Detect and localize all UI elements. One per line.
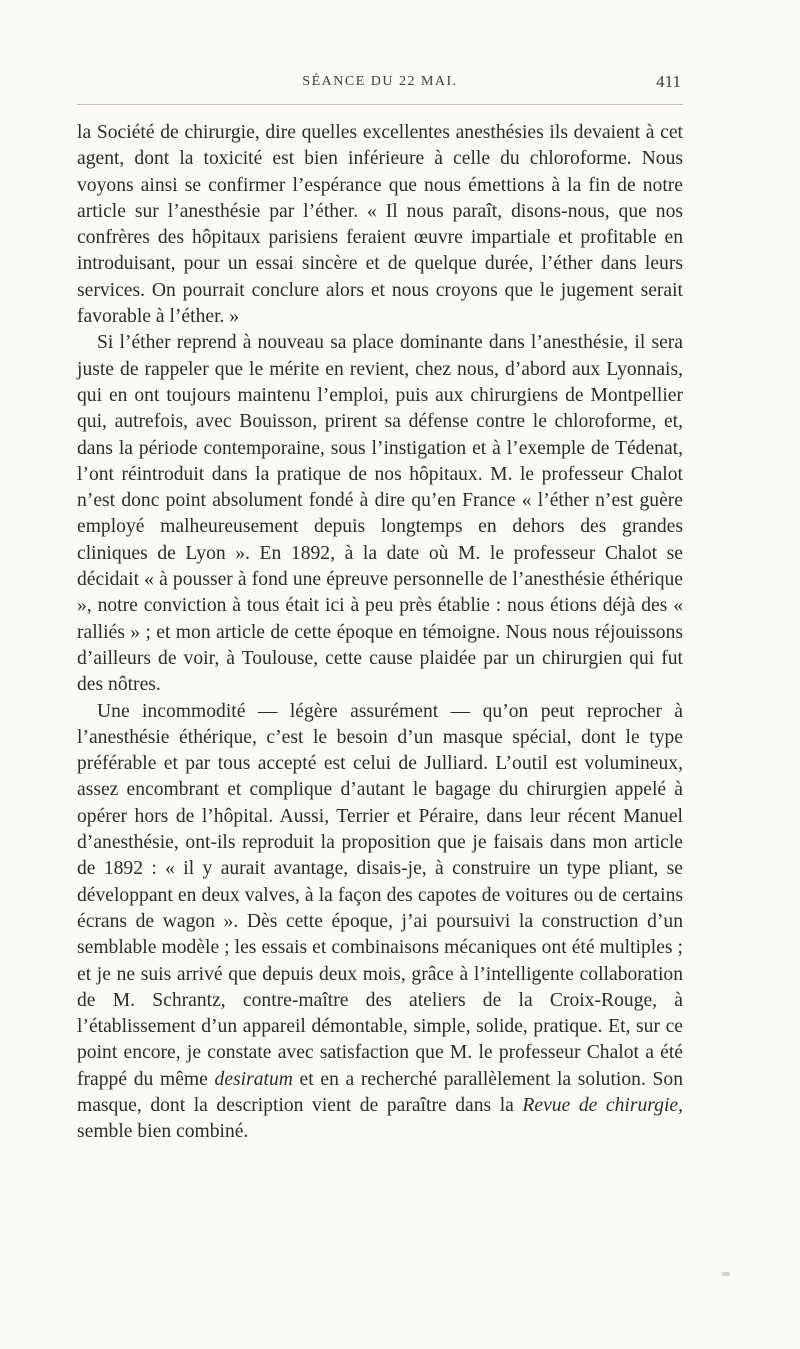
- italic-term-desiratum: desiratum: [214, 1068, 293, 1090]
- header-rule: [77, 104, 683, 105]
- paragraph-2-text: Si l’éther reprend à nouveau sa place dominante dans l’anesthésie, il sera juste de rappeler que le mérite en revient, chez nous, d’abord aux Lyonnais, qui en ont toujours maintenu l’emploi, puis aux chirurgiens de Montpellier qui, autrefois, avec Bouisson, prirent sa défense contre le chloroforme, et, dans la période contemporaine, sous l’instigation et à l’exemple de Tédenat, l’ont réintroduit dans la pratique de nos hôpitaux. M. le professeur Chalot n’est donc point absolument fondé à dire qu’en France « l’éther n’est guère employé malheureusement depuis longtemps en dehors des grandes cliniques de Lyon ». En 1892, à la date où M. le professeur Chalot se décidait « à pousser à fond une épreuve personnelle de l’anesthésie éthérique », notre conviction à tous était ici à peu près établie : nous étions déjà des « ralliés » ; et mon article de cette époque en témoigne. Nous nous réjouissons d’ailleurs de voir, à Toulouse, cette cause plaidée par un chirurgien qui fut des nôtres.: [77, 332, 683, 696]
- paragraph-3-text-a: Une incommodité — légère assurément — qu’on peut reprocher à l’anesthésie éthérique, c’est le besoin d’un masque spécial, dont le type préférable et par tous accepté est celui de Julliard. L’outil est volumineux, assez encombrant et complique d’autant le bagage du chirurgien appelé à opérer hors de l’hôpital. Aussi, Terrier et Péraire, dans leur récent Manuel d’anesthésie, ont-ils reproduit la proposition que je faisais dans mon article de 1892 : « il y aurait avantage, disais-je, à construire un type pliant, se développant en deux valves, à la façon des capotes de voitures ou de certains écrans de wagon ». Dès cette époque, j’ai poursuivi la construction d’un semblable modèle ; les essais et combinaisons mécaniques ont été multiples ; et je ne suis arrivé que depuis deux mois, grâce à l’intelligente collaboration de M. Schrantz, contre-maître des ateliers de la Croix-Rouge, à l’établissement d’un appareil démontable, simple, solide, pratique. Et, sur ce point encore, je constate avec satisfaction que M. le professeur Chalot a été frappé du même: [77, 700, 683, 1090]
- paragraph-1-text: la Société de chirurgie, dire quelles excellentes anesthésies ils devaient à cet agent, dont la toxicité est bien inférieure à celle du chloroforme. Nous voyons ainsi se confirmer l’espérance que nous émettions à la fin de notre article sur l’anesthésie par l’éther. « Il nous paraît, disons-nous, que nos confrères des hôpitaux parisiens feraient œuvre impartiale et profitable en introduisant, pour un essai sincère et de quelque durée, l’éther dans leurs services. On pourrait conclure alors et nous croyons que le jugement serait favorable à l’éther. »: [77, 122, 683, 328]
- page-header: [77, 74, 683, 98]
- running-head: SÉANCE DU 22 MAI.: [302, 74, 458, 89]
- paragraph-3-text-c: , semble bien combiné.: [77, 1094, 683, 1143]
- paper-speck: [722, 1272, 730, 1276]
- italic-journal-title: Revue de chirurgie: [522, 1094, 679, 1116]
- page-number: 411: [656, 72, 681, 91]
- paragraph-3: [77, 699, 683, 1146]
- body-text: [77, 120, 683, 1146]
- paragraph-2: [77, 330, 683, 698]
- paragraph-3-text-b: et en a recherché parallèlement la solution. Son masque, dont la description vient de paraître dans la: [77, 1068, 683, 1116]
- paragraph-1: [77, 120, 683, 330]
